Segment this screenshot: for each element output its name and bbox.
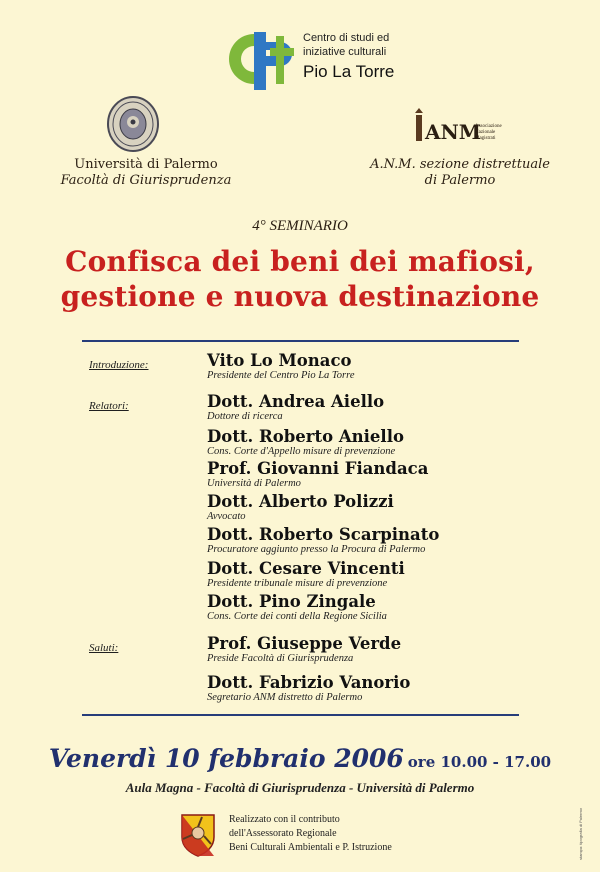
- speaker-entry: [207, 526, 537, 556]
- anm-mark: ANM: [425, 120, 481, 144]
- speaker-entry: [207, 674, 537, 704]
- sponsor-line1: Realizzato con il contributo: [229, 814, 340, 825]
- speaker-name: Dott. Cesare Vincenti: [207, 559, 405, 578]
- event-time: ore 10.00 - 17.00: [407, 753, 552, 771]
- speaker-name: Dott. Roberto Scarpinato: [207, 525, 440, 544]
- speaker-role: Dottore di ricerca: [207, 411, 283, 422]
- speaker-name: Prof. Giuseppe Verde: [207, 634, 402, 653]
- speaker-entry: [207, 460, 537, 490]
- university-line1: Università di Palermo: [74, 157, 218, 172]
- speaker-role: Preside Facoltà di Giurisprudenza: [207, 653, 354, 664]
- anm-line1: A.N.M. sezione distrettuale: [370, 157, 550, 172]
- speaker-entry: [207, 352, 537, 382]
- sponsor-line2: dell'Assessorato Regionale: [229, 828, 337, 839]
- speaker-entry: [207, 428, 537, 458]
- svg-text:Magistrati: Magistrati: [475, 136, 496, 141]
- speaker-name: Vito Lo Monaco: [207, 351, 352, 370]
- university-line2: Facoltà di Giurisprudenza: [60, 173, 232, 188]
- anm-caption: [360, 157, 560, 189]
- sicily-region-emblem-icon: [180, 813, 216, 857]
- speaker-role: Presidente del Centro Pio La Torre: [207, 370, 355, 381]
- speaker-role: Segretario ANM distretto di Palermo: [207, 692, 363, 703]
- svg-text:Nazionale: Nazionale: [475, 130, 496, 135]
- university-seal-icon: [107, 96, 159, 152]
- event-date: Venerdì 10 febbraio 2006: [48, 744, 404, 773]
- seminar-title: [0, 244, 600, 314]
- center-name: Pio La Torre: [303, 61, 395, 81]
- pio-la-torre-logo: [224, 28, 300, 92]
- event-venue: Aula Magna - Facoltà di Giurisprudenza - Università di Palermo: [125, 780, 475, 795]
- center-line2: iniziative culturali: [303, 45, 387, 58]
- speaker-name: Prof. Giovanni Fiandaca: [207, 459, 429, 478]
- top-divider: [82, 340, 519, 342]
- introduction-label: Introduzione:: [89, 359, 149, 371]
- speaker-name: Dott. Fabrizio Vanorio: [207, 673, 411, 692]
- speaker-entry: [207, 560, 537, 590]
- anm-logo: [414, 107, 518, 145]
- speaker-name: Dott. Pino Zingale: [207, 592, 376, 611]
- speaker-name: Dott. Roberto Aniello: [207, 427, 404, 446]
- speaker-role: Procuratore aggiunto presso la Procura di Palermo: [207, 544, 426, 555]
- speaker-entry: [207, 393, 537, 423]
- seminar-edition: 4° SEMINARIO: [252, 218, 348, 234]
- speaker-entry: [207, 493, 537, 523]
- bottom-divider: [82, 714, 519, 716]
- speaker-name: Dott. Andrea Aiello: [207, 392, 385, 411]
- title-line1: Confisca dei beni dei mafiosi,: [65, 245, 535, 278]
- anm-line2: di Palermo: [424, 173, 496, 188]
- speaker-role: Presidente tribunale misure di prevenzione: [207, 578, 388, 589]
- center-line1: Centro di studi ed: [303, 32, 390, 44]
- greetings-label: Saluti:: [89, 642, 119, 654]
- speaker-role: Cons. Corte d'Appello misure di prevenzione: [207, 446, 396, 457]
- pio-la-torre-name: [303, 32, 394, 82]
- speaker-name: Dott. Alberto Polizzi: [207, 492, 394, 511]
- sponsor-line3: Beni Culturali Ambientali e P. Istruzione: [229, 842, 392, 853]
- print-credits: [578, 790, 588, 860]
- speaker-entry: [207, 593, 537, 623]
- print-credits-text: stampa: tipografia di Palermo: [578, 807, 583, 860]
- speakers-label: Relatori:: [89, 400, 129, 412]
- speaker-role: Università di Palermo: [207, 478, 301, 489]
- speaker-role: Avvocato: [207, 511, 246, 522]
- event-date-line: [0, 744, 600, 773]
- university-caption: [52, 157, 240, 189]
- speaker-role: Cons. Corte dei conti della Regione Sicilia: [207, 611, 387, 622]
- speaker-entry: [207, 635, 537, 665]
- title-line2: gestione e nuova destinazione: [60, 280, 540, 313]
- svg-text:Associazione: Associazione: [475, 124, 502, 129]
- sponsor-text: [229, 813, 392, 855]
